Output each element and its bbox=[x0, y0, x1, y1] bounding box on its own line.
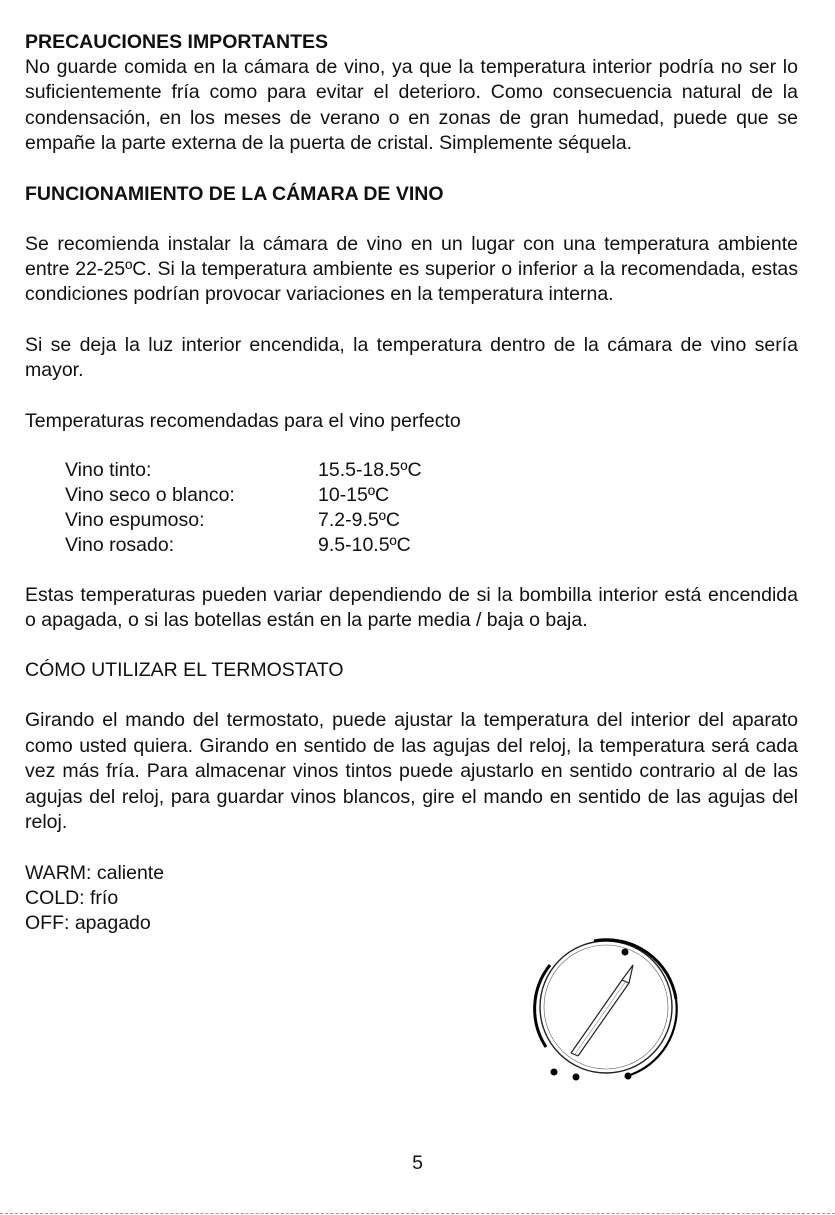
temperature-row bbox=[65, 508, 422, 533]
temperature-row bbox=[65, 458, 422, 483]
paragraph-termostato: Girando el mando del termostato, puede ajustar la temperatura del interior del aparato como usted quiera. Girando en sentido de las agujas del reloj, la temperatura será cada vez más fría. Para almacenar vinos tintos puede ajustarlo en sentido contrario al de las agujas del reloj, para guardar vinos blancos, gire el mando en sentido de las agujas del reloj. bbox=[25, 709, 798, 834]
page-edge-rule bbox=[0, 1213, 835, 1214]
legend-off: OFF: apagado bbox=[25, 911, 151, 934]
wine-temp: 10-15ºC bbox=[318, 483, 390, 506]
wine-temp: 15.5-18.5ºC bbox=[318, 458, 422, 481]
paragraph-precauciones: No guarde comida en la cámara de vino, ya que la temperatura interior podría no ser lo suficientemente fría como para evitar el deterioro. Como consecuencia natural de la condensación, en los meses de verano o en zonas de gran humedad, puede que se empañe la parte externa de la puerta de cristal. Simplemente séquela. bbox=[25, 56, 798, 155]
thermostat-dial-icon bbox=[520, 935, 690, 1095]
paragraph-light: Si se deja la luz interior encendida, la temperatura dentro de la cámara de vino sería mayor. bbox=[25, 333, 798, 382]
temps-intro: Temperaturas recomendadas para el vino perfecto bbox=[25, 409, 461, 432]
legend-warm: WARM: caliente bbox=[25, 861, 165, 884]
paragraph-ambient-temp: Se recomienda instalar la cámara de vino en un lugar con una temperatura ambiente entre 22-25ºC. Si la temperatura ambiente es superior o inferior a la recomendada, estas condiciones podrían provocar variaciones en la temperatura interna. bbox=[25, 232, 798, 306]
paragraph-temp-variation: Estas temperaturas pueden variar dependiendo de si la bombilla interior está encendida o apagada, o si las botellas están en la parte media / baja o baja. bbox=[25, 583, 798, 632]
dial-legend bbox=[25, 861, 798, 936]
heading-funcionamiento: FUNCIONAMIENTO DE LA CÁMARA DE VINO bbox=[25, 182, 444, 205]
heading-precauciones: PRECAUCIONES IMPORTANTES bbox=[25, 31, 328, 53]
legend-cold: COLD: frío bbox=[25, 886, 119, 909]
wine-type: Vino espumoso: bbox=[65, 508, 205, 531]
wine-type: Vino tinto: bbox=[65, 458, 152, 481]
wine-type: Vino rosado: bbox=[65, 533, 175, 556]
wine-temp: 9.5-10.5ºC bbox=[318, 533, 411, 556]
page-number: 5 bbox=[412, 1152, 423, 1174]
temperature-table bbox=[65, 458, 422, 558]
document-page bbox=[25, 30, 798, 936]
temperature-row bbox=[65, 483, 422, 508]
wine-type: Vino seco o blanco: bbox=[65, 483, 235, 506]
temperature-row bbox=[65, 533, 422, 558]
wine-temp: 7.2-9.5ºC bbox=[318, 508, 400, 531]
heading-termostato: CÓMO UTILIZAR EL TERMOSTATO bbox=[25, 659, 344, 682]
